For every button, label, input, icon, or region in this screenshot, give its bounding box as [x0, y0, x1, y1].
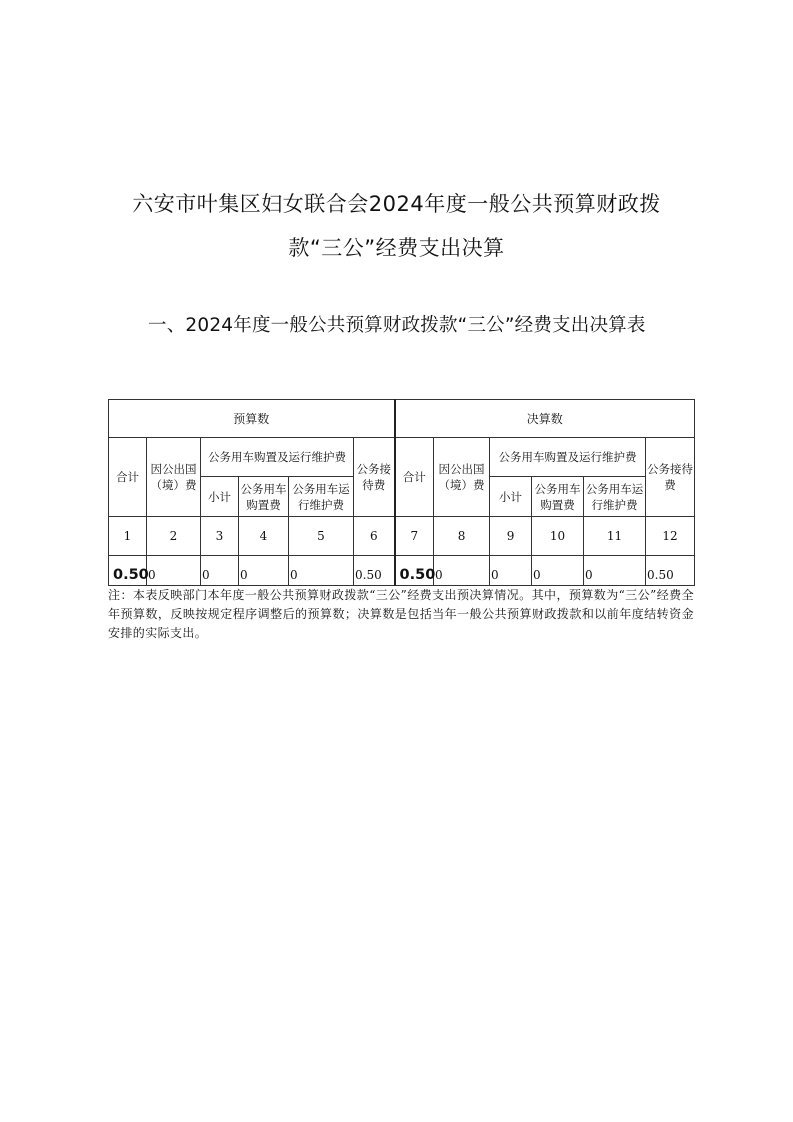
- column-number: 8: [434, 517, 490, 556]
- actual-overseas-header: 因公出国（境）费: [434, 438, 490, 517]
- document-title-line-1: 六安市叶集区妇女联合会2024年度一般公共预算财政拨: [132, 192, 661, 216]
- budget-vehicle-group-header: 公务用车购置及运行维护费: [201, 438, 354, 477]
- budget-vehicle-operation-header: 公务用车运行维护费: [289, 477, 354, 517]
- column-number: 9: [490, 517, 532, 556]
- actual-total-value: 0.50: [395, 556, 434, 586]
- section-heading: 一、2024年度一般公共预算财政拨款“三公”经费支出决算表: [148, 315, 646, 336]
- budget-overseas-value: 0: [147, 556, 201, 586]
- budget-total-value: 0.50: [109, 556, 147, 586]
- column-number: 4: [239, 517, 289, 556]
- column-number: 10: [532, 517, 584, 556]
- budget-reception-header: 公务接待费: [354, 438, 395, 517]
- actual-reception-value: 0.50: [646, 556, 695, 586]
- column-number: 3: [201, 517, 239, 556]
- actual-vehicle-operation-value: 0: [584, 556, 646, 586]
- column-number-row: [109, 517, 695, 556]
- table-group-header-row: [109, 400, 695, 438]
- budget-vehicle-purchase-value: 0: [239, 556, 289, 586]
- budget-vehicle-operation-value: 0: [289, 556, 354, 586]
- budget-total-header: 合计: [109, 438, 147, 517]
- document-title: [100, 182, 693, 270]
- budget-vehicle-subtotal-value: 0: [201, 556, 239, 586]
- column-number: 12: [646, 517, 695, 556]
- column-number: 5: [289, 517, 354, 556]
- actual-overseas-value: 0: [434, 556, 490, 586]
- actual-group-header: 决算数: [395, 400, 695, 438]
- budget-vehicle-purchase-header: 公务用车购置费: [239, 477, 289, 517]
- actual-vehicle-subtotal-value: 0: [490, 556, 532, 586]
- value-row: [109, 556, 695, 586]
- actual-vehicle-purchase-value: 0: [532, 556, 584, 586]
- actual-reception-header: 公务接待费: [646, 438, 695, 517]
- three-public-expenses-table: [108, 399, 695, 586]
- column-number: 6: [354, 517, 395, 556]
- column-number: 7: [395, 517, 434, 556]
- column-number: 11: [584, 517, 646, 556]
- document-title-line-2: 款“三公”经费支出决算: [288, 236, 505, 260]
- budget-group-header: 预算数: [109, 400, 395, 438]
- table-note: 注：本表反映部门本年度一般公共预算财政拨款“三公”经费支出预决算情况。其中，预算数为“三公”经费全年预算数，反映按规定程序调整后的预算数；决算数是包括当年一般公共预算财政拨款和以前年度结转资金安排的实际支出。: [108, 588, 694, 640]
- actual-vehicle-operation-header: 公务用车运行维护费: [584, 477, 646, 517]
- column-number: 2: [147, 517, 201, 556]
- actual-subtotal-header: 小计: [490, 477, 532, 517]
- table-header-row: [109, 438, 695, 477]
- actual-vehicle-purchase-header: 公务用车购置费: [532, 477, 584, 517]
- actual-vehicle-group-header: 公务用车购置及运行维护费: [490, 438, 646, 477]
- budget-reception-value: 0.50: [354, 556, 395, 586]
- column-number: 1: [109, 517, 147, 556]
- budget-overseas-header: 因公出国（境）费: [147, 438, 201, 517]
- budget-subtotal-header: 小计: [201, 477, 239, 517]
- actual-total-header: 合计: [395, 438, 434, 517]
